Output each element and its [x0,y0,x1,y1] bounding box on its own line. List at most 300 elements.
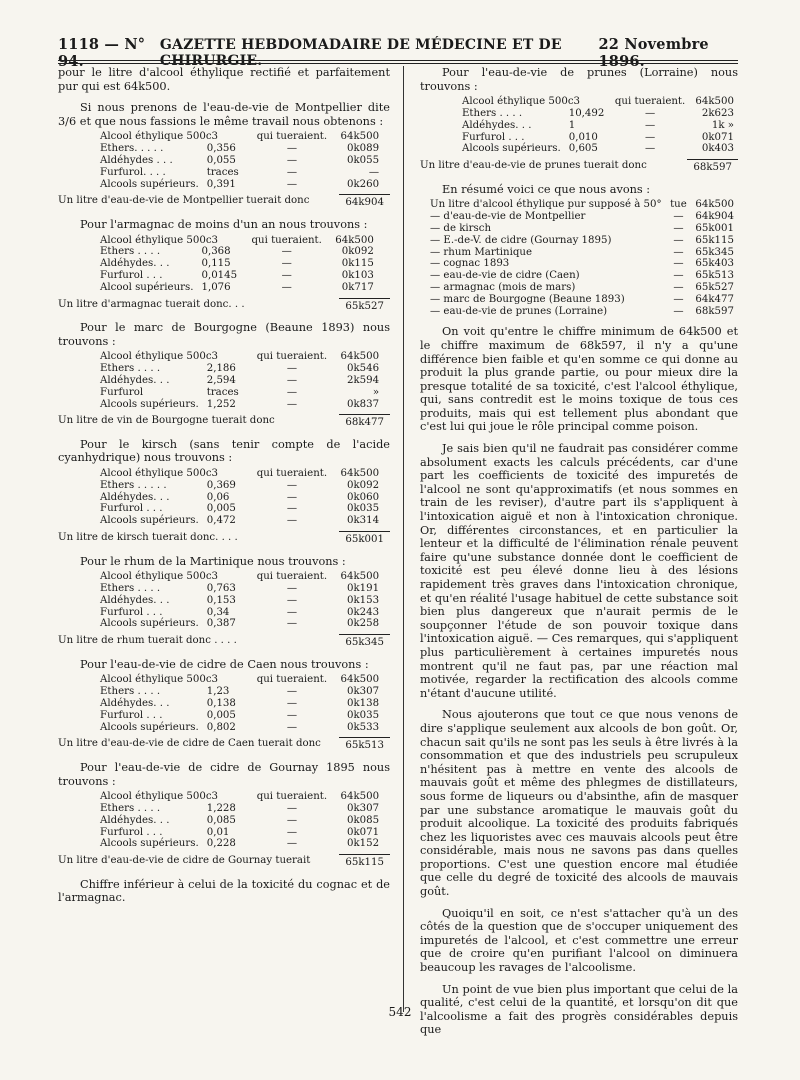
total-line [58,531,390,547]
impurity-name: Ethers . . . . [100,363,161,375]
toxicity-cell: 0k152 [347,838,380,850]
composition-table [458,96,738,155]
dash-cell: — [286,166,297,178]
dash-cell: — [286,814,297,826]
table-row [96,246,378,258]
table-header-row [458,96,738,108]
table-row [96,492,383,504]
summary-value: 68k597 [695,305,734,317]
table-header-row [96,571,383,583]
composition-block [58,761,390,870]
running-header [58,36,738,70]
toxicity-cell: 1k » [711,119,734,131]
impurity-name: Aldéhydes. . . [100,491,170,503]
header-cell: qui tueraient. [256,791,328,803]
summary-row [426,270,738,282]
table-row [96,607,383,619]
table-header-row [96,791,383,803]
header-cell: 64k500 [340,674,380,686]
table-row [96,686,383,698]
total-value: 68k477 [339,414,390,430]
toxicity-cell: 0k837 [347,398,380,410]
header-cell: 64k500 [340,791,380,803]
table-row [96,838,383,850]
dash-cell: — [281,281,292,293]
summary-verb: — [673,234,684,246]
column-divider [403,66,404,1012]
section-heading: Pour le marc de Bourgogne (Beaune 1893) nous trouvons : [58,321,390,348]
section-heading: Pour l'eau-de-vie de cidre de Caen nous trouvons : [80,657,369,671]
toxicity-cell: 0k055 [347,154,380,166]
impurity-name: Aldéhydes. . . [100,814,170,826]
quantity-cell: 0,387 [206,618,236,630]
table-row [96,803,383,815]
issue-date: 22 Novembre 1896. [598,36,709,70]
table-row [96,258,378,270]
total-label: Un litre d'eau-de-vie de cidre de Caen tuerait donc [58,738,321,750]
table-row [458,108,738,120]
total-value: 64k904 [339,194,390,210]
summary-value: 64k904 [695,211,734,223]
toxicity-cell: 0k092 [341,246,374,258]
impurity-name: Furfurol . . . [100,826,163,838]
summary-label: — de kirsch [430,222,492,234]
table-row [96,583,383,595]
table-row [96,167,383,179]
quantity-cell: 0,010 [568,131,598,143]
total-value: 65k115 [339,854,390,870]
composition-sections [58,101,390,870]
dash-cell: — [286,178,297,190]
summary-verb: — [673,258,684,270]
table-row [96,710,383,722]
quantity-cell: 1,228 [206,802,236,814]
section-heading: Pour l'eau-de-vie de prunes (Lorraine) nous trouvons : [420,66,738,93]
table-row [458,143,738,155]
composition-table [96,468,383,527]
journal-title: GAZETTE HEBDOMADAIRE DE MÉDECINE ET DE CHIRURGIE. [159,37,562,69]
summary-label: — rhum Martinique [430,246,532,258]
toxicity-cell: 0k153 [347,594,380,606]
quantity-cell: 0,391 [206,178,236,190]
dash-cell: — [286,826,297,838]
toxicity-cell: 0k307 [347,686,380,698]
composition-block [58,218,390,313]
impurity-name: Furfurol . . . [100,503,163,515]
intro-text: pour le litre d'alcool éthylique rectifié et parfaitement pur qui est 64k500. [58,66,390,93]
impurity-name: Alcools supérieurs. [100,398,199,410]
section-heading: Pour l'eau-de-vie de cidre de Gournay 1895 nous trouvons : [58,761,390,788]
composition-table [96,571,383,630]
summary-row [426,282,738,294]
quantity-cell: 0,356 [206,143,236,155]
composition-table [96,235,378,294]
issue-number: 1118 — N° 94. [58,36,146,70]
body-text [420,325,738,1037]
quantity-cell: 0,605 [568,143,598,155]
total-line [58,414,390,430]
composition-block [58,321,390,430]
toxicity-cell: 0k314 [347,515,380,527]
summary-label: — armagnac (mois de mars) [430,281,576,293]
table-row [96,722,383,734]
table-row [96,815,383,827]
composition-block [420,66,738,175]
total-value: 65k345 [339,634,390,650]
summary-value: 64k477 [695,293,734,305]
dash-cell: — [281,258,292,270]
header-cell: 64k500 [340,571,380,583]
impurity-name: Aldéhydes. . . [100,374,170,386]
header-rule [58,60,738,64]
dash-cell: — [286,154,297,166]
quantity-cell: 0,763 [206,583,236,595]
impurity-name: Furfurol . . . [100,606,163,618]
header-cell: Alcool éthylique 500c3 [100,674,219,686]
table-row [458,120,738,132]
table-row [96,363,383,375]
dash-cell: — [286,594,297,606]
section-heading: Si nous prenons de l'eau-de-vie de Montpellier dite 3/6 et que nous fassions le même travail nous obtenons : [58,101,390,128]
impurity-name: Ethers . . . . . [100,479,167,491]
total-value: 65k513 [339,737,390,753]
dash-cell: — [286,386,297,398]
impurity-name: Alcool supérieurs. [100,281,194,293]
summary-label: Un litre d'alcool éthylique pur supposé à 50° [430,199,662,211]
header-cell: qui tueraient. [614,96,686,108]
paragraph: Nous ajouterons que tout ce que nous venons de dire s'applique seulement aux alcools de bon goût. Or, chacun sait qu'ils ne sont pas les seuls à être livrés à la consommation et que des industriels peu scrupuleux n'hésitent pas à mettre en vente des alcools de mauvais goût et même des phlegmes de distillateurs, sous forme de liqueurs ou d'absinthe, afin de masquer par une substance aromatique le mauvais goût du produit alcoolique. La toxicité des produits fabriqués chez les liquoristes avec ces mauvais alcools peut être considérable, mais nous ne savons pas dans quelles proportions. C'est une question encore mal étudiée que celle du degré de toxicité des alcools de mauvais goût. [420,708,738,899]
summary-heading: En résumé voici ce que nous avons : [442,182,651,196]
dash-cell: — [644,107,656,119]
quantity-cell: 2,594 [206,374,236,386]
summary-label: — marc de Bourgogne (Beaune 1893) [430,293,625,305]
impurity-name: Alcools supérieurs. [100,838,199,850]
toxicity-cell: 0k717 [341,281,374,293]
quantity-cell: 0,369 [206,479,236,491]
table-row [96,270,378,282]
table-header-row [96,131,383,143]
summary-verb: — [673,305,684,317]
quantity-cell: 0,085 [206,814,236,826]
toxicity-cell: 0k258 [347,618,380,630]
header-cell: 64k500 [695,96,734,108]
impurity-name: Furfurol . . . [100,709,163,721]
table-header-row [96,351,383,363]
dash-cell: — [286,143,297,155]
closing-text: Chiffre inférieur à celui de la toxicité du cognac et de l'armagnac. [58,877,390,905]
quantity-cell: 0,005 [206,709,236,721]
summary-label: — cognac 1893 [430,258,510,270]
table-row [96,595,383,607]
header-cell: Alcool éthylique 500c3 [100,351,219,363]
header-cell: 64k500 [340,351,380,363]
quantity-cell: 1,23 [206,686,230,698]
toxicity-cell: 0k071 [701,131,734,143]
summary-verb: — [673,293,684,305]
composition-table [96,674,383,733]
toxicity-cell: — [368,166,380,178]
quantity-cell: 0,005 [206,503,236,515]
paragraph: Je sais bien qu'il ne faudrait pas considérer comme absolument exacts les calculs précédents, car d'une part les coefficients de toxicité des impuretés de l'alcool ne sont qu'approximatifs (et nous sommes en train de les reviser), d'autre part ils s'appliquent à l'intoxication aiguë et non à l'intoxication chronique. Or, différentes circonstances, et en particulier la lenteur et la difficulté de l'élimination rénale peuvent faire qu'une substance donnée dont le coefficient de toxicité est peu élevé donne lieu à des lésions rapidement très graves dans l'intoxication chronique, et qu'en réalité l'usage habituel de cette substance soit bien plus dangereux que n'aurait permis de le soupçonner l'étude de son pouvoir toxique dans l'intoxication aiguë. — Ces remarques, qui s'appliquent plus particulièrement à certaines impuretés nous montrent qu'il ne faut pas, par une réaction mal motivée, regarder la rectification des alcools comme n'étant d'aucune utilité. [420,442,738,700]
header-cell: qui tueraient. [256,571,328,583]
impurity-name: Alcools supérieurs. [100,721,199,733]
toxicity-cell: 0k115 [341,258,374,270]
toxicity-cell: 0k071 [347,826,380,838]
composition-table [96,131,383,190]
impurity-name: Ethers . . . . [100,686,161,698]
dash-cell: — [644,131,656,143]
composition-table [96,791,383,850]
impurity-name: Aldéhydes. . . [462,119,532,131]
header-cell: qui tueraient. [256,674,328,686]
summary-value: 65k345 [695,246,734,258]
table-row [96,155,383,167]
impurity-name: Ethers . . . . [462,107,523,119]
summary-verb: — [673,246,684,258]
summary-section [420,183,738,318]
quantity-cell: 0,368 [201,246,231,258]
table-row [96,698,383,710]
toxicity-cell: 2k594 [347,374,380,386]
table-header-row [96,674,383,686]
toxicity-cell: 0k103 [341,269,374,281]
summary-row [426,247,738,259]
quantity-cell: 0,802 [206,721,236,733]
total-value: 65k527 [339,298,390,314]
summary-verb: — [673,281,684,293]
table-row [96,179,383,191]
table-row [96,399,383,411]
total-line [58,634,390,650]
dash-cell: — [286,479,297,491]
quantity-cell: 0,115 [201,258,231,270]
dash-cell: — [286,686,297,698]
header-cell: 64k500 [340,131,380,143]
dash-cell: — [286,503,297,515]
section-heading: Pour le rhum de la Martinique nous trouvons : [80,554,346,568]
summary-row [426,223,738,235]
quantity-cell: 0,34 [206,606,230,618]
impurity-name: Furfurol . . . [100,269,163,281]
dash-cell: — [286,491,297,503]
quantity-cell: 0,0145 [201,269,238,281]
left-column [58,66,390,905]
toxicity-cell: 0k035 [347,503,380,515]
toxicity-cell: 2k623 [701,107,734,119]
toxicity-cell: 0k307 [347,802,380,814]
table-row [96,515,383,527]
paragraph: On voit qu'entre le chiffre minimum de 64k500 et le chiffre maximum de 68k597, il n'y a qu'une différence bien faible et qu'en somme ce qui donne au produit la plus grande partie, ou pour mieux dire la presque totalité de sa toxicité, c'est l'alcool éthylique, qui, sans contredit est le moins toxique de tous ces produits, mais qui est tellement plus abondant que c'est lui qui joue le rôle principal comme poison. [420,325,738,434]
quantity-cell: traces [206,166,239,178]
total-line [58,298,390,314]
impurity-name: Furfurol. . . . [100,166,166,178]
summary-row [426,235,738,247]
toxicity-cell: 0k092 [347,479,380,491]
summary-label: — E.-de-V. de cidre (Gournay 1895) [430,234,612,246]
page-number: 542 [388,1005,412,1019]
dash-cell: — [644,119,656,131]
dash-cell: — [286,606,297,618]
table-row [96,480,383,492]
composition-table [96,351,383,410]
quantity-cell: 0,138 [206,698,236,710]
toxicity-cell: 0k060 [347,491,380,503]
composition-block [58,101,390,210]
summary-table [426,199,738,317]
summary-value: 65k115 [695,234,734,246]
total-label: Un litre d'eau-de-vie de cidre de Gournay tuerait [58,855,311,867]
summary-value: 65k403 [695,258,734,270]
section-heading: Pour l'armagnac de moins d'un an nous trouvons : [80,217,368,231]
paragraph: Quoiqu'il en soit, ce n'est s'attacher qu'à un des côtés de la question que de s'occuper uniquement des impuretés de l'alcool, et c'est commettre une erreur que de croire qu'en purifiant l'alcool on diminuera beaucoup les ravages de l'alcoolisme. [420,906,738,975]
total-label: Un litre d'eau-de-vie de Montpellier tuerait donc [58,195,310,207]
summary-row [426,306,738,318]
table-row [96,387,383,399]
header-cell: qui tueraient. [256,131,328,143]
dash-cell: — [286,618,297,630]
quantity-cell: 0,055 [206,154,236,166]
header-cell: qui tueraient. [251,234,322,246]
toxicity-cell: 0k138 [347,698,380,710]
header-cell: Alcool éthylique 500c3 [462,96,581,108]
header-cell: 64k500 [340,468,380,480]
table-row [96,503,383,515]
impurity-name: Aldéhydes. . . [100,258,170,270]
total-value: 65k001 [339,531,390,547]
dash-cell: — [286,721,297,733]
table-header-row [96,468,383,480]
table-row [96,618,383,630]
quantity-cell: traces [206,386,239,398]
quantity-cell: 0,472 [206,515,236,527]
table-row [458,132,738,144]
toxicity-cell: 0k035 [347,709,380,721]
total-label: Un litre de vin de Bourgogne tuerait donc [58,415,275,427]
summary-label: — eau-de-vie de prunes (Lorraine) [430,305,608,317]
quantity-cell: 1,076 [201,281,231,293]
quantity-cell: 0,06 [206,491,230,503]
toxicity-cell: 0k260 [347,178,380,190]
quantity-cell: 2,186 [206,363,236,375]
quantity-cell: 0,01 [206,826,230,838]
summary-value: 65k527 [695,281,734,293]
summary-label: — eau-de-vie de cidre (Caen) [430,270,580,282]
paragraph: Un point de vue bien plus important que celui de la qualité, c'est celui de la quantité, et lorsqu'on dit que l'alcoolisme a fait des progrès considérables depuis que [420,982,738,1037]
total-label: Un litre d'armagnac tuerait donc. . . [58,298,245,310]
dash-cell: — [286,374,297,386]
summary-row [426,258,738,270]
composition-block [58,438,390,547]
impurity-name: Alcools supérieurs. [100,178,199,190]
header-cell: 64k500 [335,234,374,246]
summary-row [426,199,738,211]
impurity-name: Alcools supérieurs. [462,143,561,155]
header-cell: qui tueraient. [256,351,328,363]
impurity-name: Ethers. . . . . [100,143,164,155]
header-cell: Alcool éthylique 500c3 [100,234,219,246]
impurity-name: Ethers . . . . [100,246,161,258]
impurity-name: Aldéhydes. . . [100,698,170,710]
total-line [58,737,390,753]
total-line [58,854,390,870]
impurity-name: Ethers . . . . [100,802,161,814]
dash-cell: — [644,143,656,155]
toxicity-cell: 0k403 [701,143,734,155]
composition-block [58,658,390,753]
summary-value: 64k500 [695,199,734,211]
table-row [96,375,383,387]
impurity-name: Furfurol . . . [462,131,525,143]
toxicity-cell: 0k085 [347,814,380,826]
toxicity-cell: 0k546 [347,363,380,375]
dash-cell: — [286,398,297,410]
total-line [58,194,390,210]
table-row [96,827,383,839]
impurity-name: Aldéhydes. . . [100,594,170,606]
total-value: 68k597 [687,159,738,175]
summary-verb: — [673,270,684,282]
impurity-name: Ethers . . . . [100,583,161,595]
table-row [96,143,383,155]
summary-verb: — [673,211,684,223]
toxicity-cell: 0k089 [347,143,380,155]
total-line [420,159,738,175]
table-header-row [96,235,378,247]
section-heading: Pour le kirsch (sans tenir compte de l'acide cyanhydrique) nous trouvons : [58,437,390,465]
summary-value: 65k513 [695,270,734,282]
total-label: Un litre d'eau-de-vie de prunes tuerait donc [420,160,647,172]
toxicity-cell: » [372,386,380,398]
dash-cell: — [286,698,297,710]
dash-cell: — [286,363,297,375]
summary-row [426,211,738,223]
total-label: Un litre de kirsch tuerait donc. . . . [58,532,238,544]
dash-cell: — [286,709,297,721]
toxicity-cell: 0k533 [347,721,380,733]
dash-cell: — [286,515,297,527]
impurity-name: Aldéhydes . . . [100,154,173,166]
toxicity-cell: 0k243 [347,606,380,618]
quantity-cell: 0,153 [206,594,236,606]
impurity-name: Furfurol [100,386,144,398]
dash-cell: — [286,583,297,595]
summary-verb: tue [670,199,687,211]
summary-row [426,294,738,306]
toxicity-cell: 0k191 [347,583,380,595]
quantity-cell: 1,252 [206,398,236,410]
header-cell: qui tueraient. [256,468,328,480]
prunes-section [420,66,738,175]
quantity-cell: 0,228 [206,838,236,850]
right-column [420,66,738,1045]
dash-cell: — [286,838,297,850]
composition-block [58,555,390,650]
header-cell: Alcool éthylique 500c3 [100,468,219,480]
header-cell: Alcool éthylique 500c3 [100,791,219,803]
dash-cell: — [281,269,292,281]
header-cell: Alcool éthylique 500c3 [100,131,219,143]
dash-cell: — [281,246,292,258]
header-cell: Alcool éthylique 500c3 [100,571,219,583]
quantity-cell: 10,492 [568,107,605,119]
quantity-cell: 1 [568,119,576,131]
summary-label: — d'eau-de-vie de Montpellier [430,211,586,223]
dash-cell: — [286,802,297,814]
total-label: Un litre de rhum tuerait donc . . . . [58,635,237,647]
impurity-name: Alcools supérieurs. [100,618,199,630]
summary-verb: — [673,222,684,234]
summary-value: 65k001 [695,222,734,234]
